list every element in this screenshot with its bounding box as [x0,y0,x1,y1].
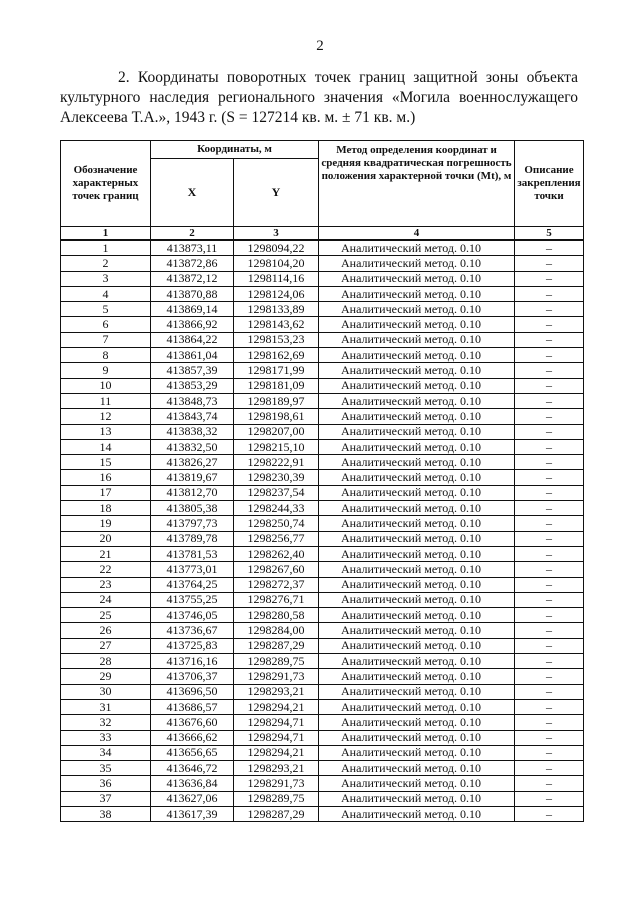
method-cell: Аналитический метод. 0.10 [319,776,515,791]
description-cell: – [515,455,584,470]
description-cell: – [515,684,584,699]
y-coordinate-cell: 1298124,06 [234,286,319,301]
x-coordinate-cell: 413636,84 [151,776,234,791]
y-coordinate-cell: 1298294,71 [234,715,319,730]
point-number-cell: 29 [61,669,151,684]
y-coordinate-cell: 1298293,21 [234,684,319,699]
method-cell: Аналитический метод. 0.10 [319,546,515,561]
point-number-cell: 35 [61,761,151,776]
x-coordinate-cell: 413773,01 [151,562,234,577]
description-cell: – [515,393,584,408]
method-cell: Аналитический метод. 0.10 [319,378,515,393]
description-cell: – [515,302,584,317]
point-number-cell: 6 [61,317,151,332]
page-number: 2 [316,38,324,54]
description-cell: – [515,699,584,714]
y-coordinate-cell: 1298104,20 [234,256,319,271]
y-coordinate-cell: 1298181,09 [234,378,319,393]
method-cell: Аналитический метод. 0.10 [319,256,515,271]
x-coordinate-cell: 413725,83 [151,638,234,653]
y-coordinate-cell: 1298153,23 [234,332,319,347]
point-number-cell: 8 [61,348,151,363]
description-cell: – [515,332,584,347]
method-cell: Аналитический метод. 0.10 [319,730,515,745]
table-row [61,730,584,745]
point-number-cell: 3 [61,271,151,286]
y-coordinate-cell: 1298291,73 [234,669,319,684]
column-number: 4 [319,227,515,241]
method-cell: Аналитический метод. 0.10 [319,531,515,546]
x-coordinate-cell: 413646,72 [151,761,234,776]
method-cell: Аналитический метод. 0.10 [319,592,515,607]
x-coordinate-cell: 413764,25 [151,577,234,592]
point-number-cell: 5 [61,302,151,317]
y-coordinate-cell: 1298289,75 [234,654,319,669]
description-cell: – [515,562,584,577]
x-coordinate-cell: 413832,50 [151,439,234,454]
method-cell: Аналитический метод. 0.10 [319,286,515,301]
table-row [61,577,584,592]
point-number-cell: 1 [61,240,151,256]
x-coordinate-cell: 413812,70 [151,485,234,500]
method-cell: Аналитический метод. 0.10 [319,806,515,821]
method-cell: Аналитический метод. 0.10 [319,317,515,332]
header-description: Описание закрепления точки [515,141,584,227]
y-coordinate-cell: 1298198,61 [234,409,319,424]
table-row [61,806,584,821]
description-cell: – [515,286,584,301]
description-cell: – [515,745,584,760]
table-row [61,638,584,653]
x-coordinate-cell: 413656,65 [151,745,234,760]
table-row [61,761,584,776]
table-row [61,562,584,577]
y-coordinate-cell: 1298256,77 [234,531,319,546]
table-row [61,684,584,699]
method-cell: Аналитический метод. 0.10 [319,393,515,408]
description-cell: – [515,409,584,424]
description-cell: – [515,715,584,730]
y-coordinate-cell: 1298189,97 [234,393,319,408]
point-number-cell: 15 [61,455,151,470]
table-row [61,485,584,500]
x-coordinate-cell: 413755,25 [151,592,234,607]
table-row [61,363,584,378]
description-cell: – [515,623,584,638]
table-row [61,348,584,363]
description-cell: – [515,271,584,286]
x-coordinate-cell: 413853,29 [151,378,234,393]
x-coordinate-cell: 413819,67 [151,470,234,485]
method-cell: Аналитический метод. 0.10 [319,516,515,531]
method-cell: Аналитический метод. 0.10 [319,608,515,623]
x-coordinate-cell: 413686,57 [151,699,234,714]
x-coordinate-cell: 413872,12 [151,271,234,286]
point-number-cell: 30 [61,684,151,699]
description-cell: – [515,439,584,454]
point-number-cell: 38 [61,806,151,821]
method-cell: Аналитический метод. 0.10 [319,562,515,577]
y-coordinate-cell: 1298267,60 [234,562,319,577]
table-row [61,240,584,256]
x-coordinate-cell: 413848,73 [151,393,234,408]
table-row [61,745,584,760]
method-cell: Аналитический метод. 0.10 [319,470,515,485]
y-coordinate-cell: 1298284,00 [234,623,319,638]
x-coordinate-cell: 413864,22 [151,332,234,347]
heading-line: Алексеева Т.А.», 1943 г. (S = 127214 кв. м. ± 71 кв. м.) [60,109,416,126]
y-coordinate-cell: 1298143,62 [234,317,319,332]
table-row [61,409,584,424]
x-coordinate-cell: 413866,92 [151,317,234,332]
method-cell: Аналитический метод. 0.10 [319,669,515,684]
description-cell: – [515,608,584,623]
point-number-cell: 12 [61,409,151,424]
point-number-cell: 36 [61,776,151,791]
method-cell: Аналитический метод. 0.10 [319,485,515,500]
table-row [61,715,584,730]
y-coordinate-cell: 1298287,29 [234,638,319,653]
y-coordinate-cell: 1298171,99 [234,363,319,378]
x-coordinate-cell: 413781,53 [151,546,234,561]
header-method: Метод определения координат и средняя квадратическая погрешность положения характерной точки (Мt), м [319,141,515,227]
x-coordinate-cell: 413696,50 [151,684,234,699]
table-row [61,791,584,806]
x-coordinate-cell: 413826,27 [151,455,234,470]
x-coordinate-cell: 413617,39 [151,806,234,821]
x-coordinate-cell: 413797,73 [151,516,234,531]
description-cell: – [515,485,584,500]
description-cell: – [515,638,584,653]
description-cell: – [515,501,584,516]
x-coordinate-cell: 413716,16 [151,654,234,669]
point-number-cell: 19 [61,516,151,531]
table-row [61,424,584,439]
point-number-cell: 14 [61,439,151,454]
description-cell: – [515,592,584,607]
table-row [61,286,584,301]
point-number-cell: 17 [61,485,151,500]
point-number-cell: 10 [61,378,151,393]
description-cell: – [515,791,584,806]
x-coordinate-cell: 413843,74 [151,409,234,424]
y-coordinate-cell: 1298133,89 [234,302,319,317]
method-cell: Аналитический метод. 0.10 [319,715,515,730]
description-cell: – [515,531,584,546]
table-row [61,592,584,607]
y-coordinate-cell: 1298276,71 [234,592,319,607]
method-cell: Аналитический метод. 0.10 [319,745,515,760]
description-cell: – [515,761,584,776]
x-coordinate-cell: 413789,78 [151,531,234,546]
x-coordinate-cell: 413873,11 [151,240,234,256]
heading-line: культурного наследия регионального значения «Могила военнослужащего [60,89,578,106]
method-cell: Аналитический метод. 0.10 [319,761,515,776]
point-number-cell: 4 [61,286,151,301]
table-row [61,271,584,286]
y-coordinate-cell: 1298262,40 [234,546,319,561]
section-heading [60,68,578,128]
point-number-cell: 7 [61,332,151,347]
y-coordinate-cell: 1298222,91 [234,455,319,470]
table-row [61,699,584,714]
point-number-cell: 26 [61,623,151,638]
header-x: X [151,159,234,227]
x-coordinate-cell: 413861,04 [151,348,234,363]
x-coordinate-cell: 413872,86 [151,256,234,271]
point-number-cell: 27 [61,638,151,653]
method-cell: Аналитический метод. 0.10 [319,302,515,317]
table-header [61,141,584,241]
description-cell: – [515,378,584,393]
method-cell: Аналитический метод. 0.10 [319,409,515,424]
description-cell: – [515,470,584,485]
point-number-cell: 37 [61,791,151,806]
description-cell: – [515,516,584,531]
point-number-cell: 9 [61,363,151,378]
method-cell: Аналитический метод. 0.10 [319,699,515,714]
point-number-cell: 11 [61,393,151,408]
description-cell: – [515,424,584,439]
description-cell: – [515,730,584,745]
y-coordinate-cell: 1298237,54 [234,485,319,500]
table-row [61,531,584,546]
method-cell: Аналитический метод. 0.10 [319,684,515,699]
table-row [61,669,584,684]
method-cell: Аналитический метод. 0.10 [319,424,515,439]
y-coordinate-cell: 1298094,22 [234,240,319,256]
point-number-cell: 20 [61,531,151,546]
header-point-designation: Обозначение характерных точек границ [61,141,151,227]
description-cell: – [515,348,584,363]
table-row [61,546,584,561]
x-coordinate-cell: 413736,67 [151,623,234,638]
y-coordinate-cell: 1298230,39 [234,470,319,485]
table-row [61,393,584,408]
description-cell: – [515,363,584,378]
y-coordinate-cell: 1298294,71 [234,730,319,745]
point-number-cell: 23 [61,577,151,592]
x-coordinate-cell: 413869,14 [151,302,234,317]
column-number: 1 [61,227,151,241]
x-coordinate-cell: 413666,62 [151,730,234,745]
point-number-cell: 2 [61,256,151,271]
method-cell: Аналитический метод. 0.10 [319,439,515,454]
y-coordinate-cell: 1298289,75 [234,791,319,806]
method-cell: Аналитический метод. 0.10 [319,332,515,347]
point-number-cell: 33 [61,730,151,745]
point-number-cell: 31 [61,699,151,714]
description-cell: – [515,776,584,791]
x-coordinate-cell: 413627,06 [151,791,234,806]
y-coordinate-cell: 1298291,73 [234,776,319,791]
table-row [61,516,584,531]
y-coordinate-cell: 1298294,21 [234,745,319,760]
table-body [61,240,584,822]
table-row [61,623,584,638]
table-row [61,332,584,347]
method-cell: Аналитический метод. 0.10 [319,501,515,516]
table-row [61,776,584,791]
table-row [61,608,584,623]
table-row [61,654,584,669]
point-number-cell: 25 [61,608,151,623]
y-coordinate-cell: 1298162,69 [234,348,319,363]
x-coordinate-cell: 413838,32 [151,424,234,439]
column-number: 3 [234,227,319,241]
column-number: 5 [515,227,584,241]
table-row [61,501,584,516]
coordinates-table [60,140,584,822]
point-number-cell: 18 [61,501,151,516]
table-row [61,256,584,271]
table-row [61,455,584,470]
x-coordinate-cell: 413857,39 [151,363,234,378]
y-coordinate-cell: 1298293,21 [234,761,319,776]
description-cell: – [515,256,584,271]
point-number-cell: 22 [61,562,151,577]
heading-line: 2. Координаты поворотных точек границ защитной зоны объекта [118,69,578,86]
point-number-cell: 28 [61,654,151,669]
table-row [61,439,584,454]
x-coordinate-cell: 413746,05 [151,608,234,623]
method-cell: Аналитический метод. 0.10 [319,348,515,363]
description-cell: – [515,240,584,256]
method-cell: Аналитический метод. 0.10 [319,791,515,806]
description-cell: – [515,546,584,561]
description-cell: – [515,317,584,332]
method-cell: Аналитический метод. 0.10 [319,577,515,592]
y-coordinate-cell: 1298215,10 [234,439,319,454]
y-coordinate-cell: 1298250,74 [234,516,319,531]
point-number-cell: 34 [61,745,151,760]
description-cell: – [515,654,584,669]
y-coordinate-cell: 1298272,37 [234,577,319,592]
header-y: Y [234,159,319,227]
y-coordinate-cell: 1298244,33 [234,501,319,516]
method-cell: Аналитический метод. 0.10 [319,271,515,286]
method-cell: Аналитический метод. 0.10 [319,623,515,638]
point-number-cell: 21 [61,546,151,561]
table-row [61,470,584,485]
table-row [61,302,584,317]
y-coordinate-cell: 1298280,58 [234,608,319,623]
table-row [61,317,584,332]
point-number-cell: 16 [61,470,151,485]
y-coordinate-cell: 1298114,16 [234,271,319,286]
table-row [61,378,584,393]
method-cell: Аналитический метод. 0.10 [319,363,515,378]
description-cell: – [515,806,584,821]
header-coordinates: Координаты, м [151,141,319,159]
description-cell: – [515,669,584,684]
y-coordinate-cell: 1298294,21 [234,699,319,714]
column-number: 2 [151,227,234,241]
point-number-cell: 13 [61,424,151,439]
y-coordinate-cell: 1298287,29 [234,806,319,821]
point-number-cell: 24 [61,592,151,607]
x-coordinate-cell: 413706,37 [151,669,234,684]
description-cell: – [515,577,584,592]
method-cell: Аналитический метод. 0.10 [319,240,515,256]
x-coordinate-cell: 413805,38 [151,501,234,516]
x-coordinate-cell: 413676,60 [151,715,234,730]
method-cell: Аналитический метод. 0.10 [319,455,515,470]
y-coordinate-cell: 1298207,00 [234,424,319,439]
method-cell: Аналитический метод. 0.10 [319,654,515,669]
point-number-cell: 32 [61,715,151,730]
x-coordinate-cell: 413870,88 [151,286,234,301]
method-cell: Аналитический метод. 0.10 [319,638,515,653]
